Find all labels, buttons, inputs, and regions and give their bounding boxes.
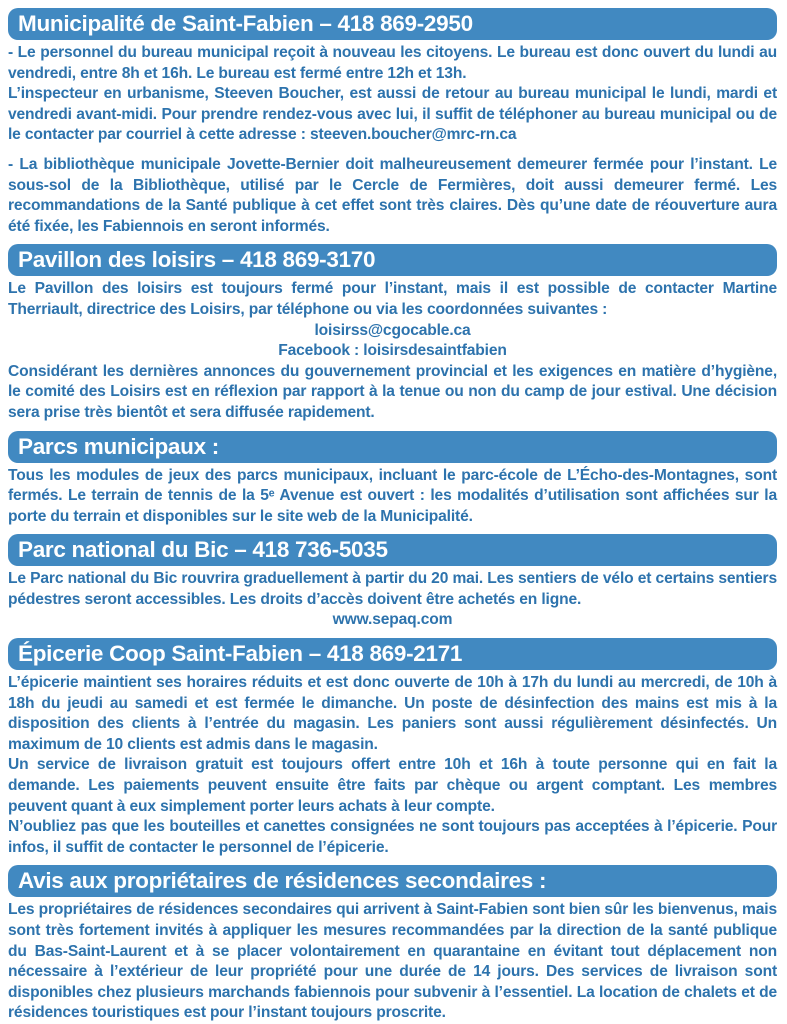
paragraph: - Le personnel du bureau municipal reçoit à nouveau les citoyens. Le bureau est donc ouvert du lundi au vendredi, entre 8h et 16h. Le bureau est fermé entre 12h et 13h. — [8, 44, 777, 82]
section-header-bar — [8, 244, 777, 276]
section-title: Pavillon des loisirs – 418 869-3170 — [18, 247, 376, 273]
section-parc-national-du-bic-418-736-5035 — [8, 534, 777, 631]
section-header-bar — [8, 638, 777, 670]
section-header-bar — [8, 534, 777, 566]
section-body — [8, 43, 777, 237]
section-picerie-coop-saint-fabien-418-869-2171 — [8, 638, 777, 858]
section-body — [8, 466, 777, 528]
paragraph: - La bibliothèque municipale Jovette-Bernier doit malheureusement demeurer fermée pour l’instant. Le sous-sol de la Bibliothèque, utilisé par le Cercle de Fermières, doit aussi demeurer fermé. Les recommandations de la Santé publique à cet effet sont très claires. Dès qu’une date de réouverture aura été fixée, les Fabiennois en seront informés. — [8, 155, 777, 235]
paragraph-spacer — [8, 146, 777, 155]
paragraph: Les propriétaires de résidences secondaires qui arrivent à Saint-Fabien sont bien sûr les bienvenus, mais sont très fortement invités à appliquer les mesures recommandées par la direction de la santé publique du Bas-Saint-Laurent et à se placer volontairement en quarantaine en évitant tout déplacement non nécessaire à l’extérieur de leur propriété pour une durée de 14 jours. Des services de livraison sont disponibles chez plusieurs marchands fabiennois pour subvenir à l’essentiel. La location de chalets et de résidences touristiques est pour l’instant toujours proscrite. — [8, 901, 777, 1022]
section-body — [8, 569, 777, 631]
section-header-bar — [8, 865, 777, 897]
section-title: Épicerie Coop Saint-Fabien – 418 869-2171 — [18, 641, 463, 667]
section-title: Municipalité de Saint-Fabien – 418 869-2950 — [18, 11, 473, 36]
section-title: Avis aux propriétaires de résidences secondaires : — [18, 868, 547, 894]
paragraph: Le Pavillon des loisirs est toujours fermé pour l’instant, mais il est possible de contacter Martine Therriault, directrice des Loisirs, par téléphone ou via les coordonnées suivantes : — [8, 280, 777, 318]
paragraph: Tous les modules de jeux des parcs municipaux, incluant le parc-école de L’Écho-des-Montagnes, sont fermés. Le terrain de tennis de la 5ᵉ Avenue est ouvert : les modalités d’utilisation sont affichées sur la porte du terrain et disponibles sur le site web de la Municipalité. — [8, 466, 777, 525]
section-header-bar — [8, 431, 777, 463]
section-title: Parcs municipaux : — [18, 433, 219, 459]
paragraph: N’oubliez pas que les bouteilles et canettes consignées ne sont toujours pas acceptées à l’épicerie. Pour infos, il suffit de contacter le personnel de l’épicerie. — [8, 818, 777, 856]
section-header-bar — [8, 8, 777, 40]
section-parcs-municipaux — [8, 431, 777, 528]
section-body — [8, 900, 777, 1024]
section-body — [8, 279, 777, 423]
centered-line: Facebook : loisirsdesaintfabien — [278, 342, 507, 360]
centered-line: www.sepaq.com — [332, 611, 453, 629]
paragraph: Le Parc national du Bic rouvrira graduellement à partir du 20 mai. Les sentiers de vélo et certains sentiers pédestres seront accessibles. Les droits d’accès doivent être achetés en ligne. — [8, 570, 777, 608]
section-municipalit-de-saint-fabien-418-869-2950 — [8, 8, 777, 237]
paragraph: Considérant les dernières annonces du gouvernement provincial et les exigences en matière d’hygiène, le comité des Loisirs est en réflexion par rapport à la tenue ou non du camp de jour estival. Une décision sera prise très bientôt et sera diffusée rapidement. — [8, 362, 777, 421]
section-avis-aux-propri-taires-de-r-sidences-sec — [8, 865, 777, 1024]
section-body — [8, 673, 777, 858]
paragraph: Un service de livraison gratuit est toujours offert entre 10h et 16h à toute personne qui en fait la demande. Les paiements peuvent ensuite être faits par chèque ou argent comptant. Les membres peuvent quant à eux simplement porter leurs achats à leur compte. — [8, 756, 777, 815]
paragraph: L’inspecteur en urbanisme, Steeven Boucher, est aussi de retour au bureau municipal le lundi, mardi et vendredi avant-midi. Pour prendre rendez-vous avec lui, il suffit de téléphoner au bureau municipal ou de le contacter par courriel à cette adresse : steeven.boucher@mrc-rn.ca — [8, 85, 777, 144]
paragraph: L’épicerie maintient ses horaires réduits et est donc ouverte de 10h à 17h du lundi au mercredi, de 10h à 18h du jeudi au samedi et est fermée le dimanche. Un poste de désinfection des mains est mis à la disposition des clients à l’entrée du magasin. Les paniers sont aussi régulièrement désinfectés. Un maximum de 10 clients est admis dans le magasin. — [8, 674, 777, 753]
section-title: Parc national du Bic – 418 736-5035 — [18, 537, 388, 563]
centered-line: loisirss@cgocable.ca — [314, 321, 471, 339]
section-pavillon-des-loisirs-418-869-3170 — [8, 244, 777, 423]
